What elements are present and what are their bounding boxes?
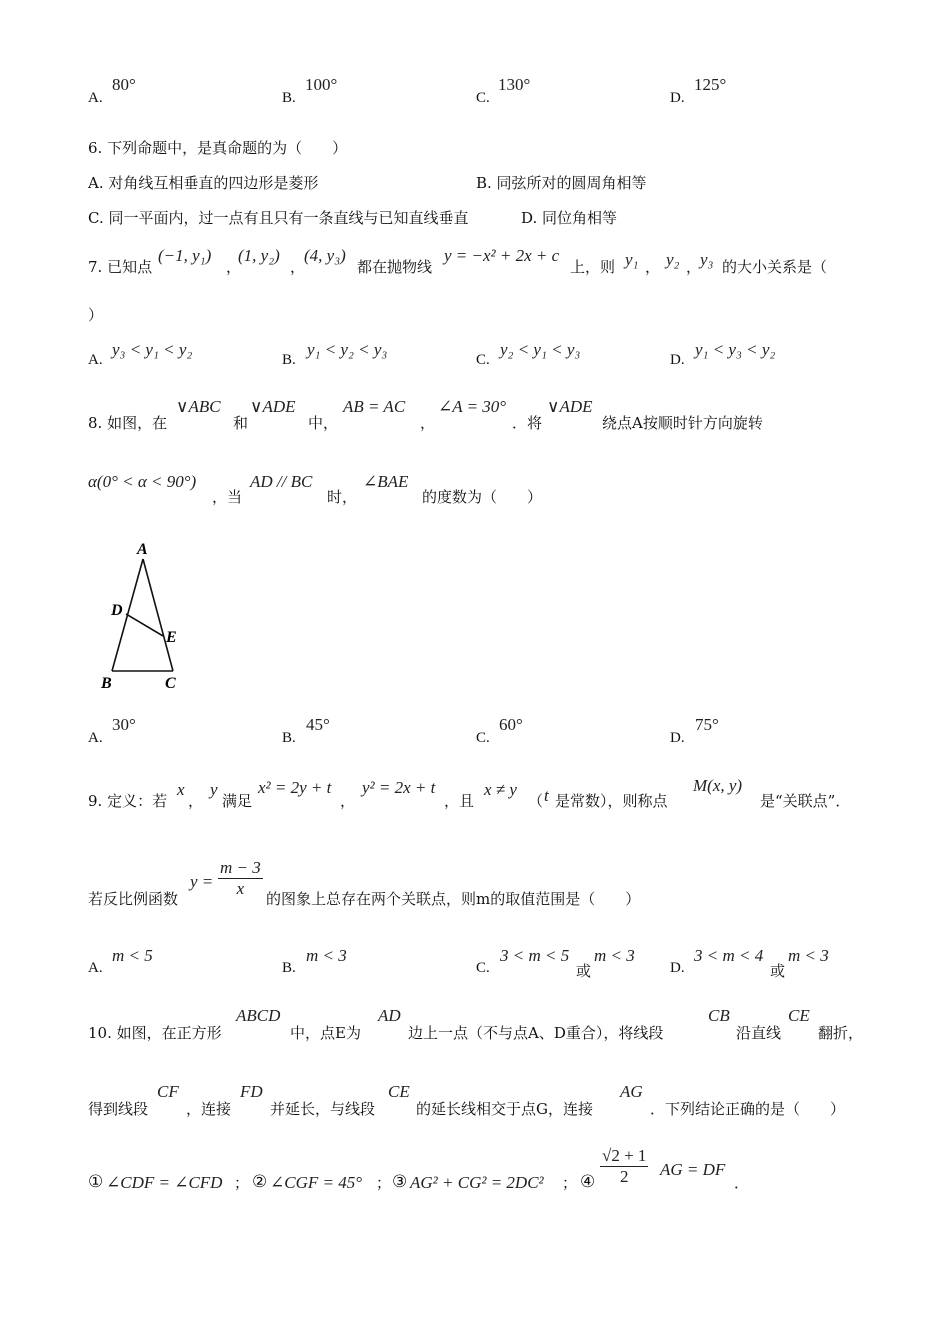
figure-segment-de [126, 614, 163, 636]
q9-func-denominator: x [236, 879, 245, 898]
q8-angle-bae: ∠BAE [363, 472, 409, 491]
q6-option-d: D. 同位角相等 [521, 209, 618, 227]
q10-line2-mid-2: 并延长，与线段 [270, 1100, 376, 1118]
q10-mid-4: 翻折， [818, 1024, 864, 1042]
q7-after: 上，则 [570, 258, 616, 276]
q7-tail: 的大小关系是（ [722, 258, 828, 276]
q6-option-c: C. 同一平面内，过一点有且只有一条直线与已知直线垂直 [88, 209, 469, 227]
q9-var-t: t [544, 786, 549, 805]
q7-option-b-value: y₁ < y₂ < y₃ [307, 340, 388, 359]
q8-triangle-figure [95, 536, 195, 694]
q8-option-c-value: 60° [499, 715, 523, 734]
q10-conclusion-1: ∠CDF = ∠CFD [106, 1173, 223, 1192]
q9-option-c-value-2: m < 3 [594, 946, 635, 965]
q10-line2-mid-3: 的延长线相交于点G，连接 [416, 1100, 593, 1118]
q9-option-c-label: C. [476, 960, 490, 976]
q10-line-ce: CE [788, 1006, 810, 1025]
q10-conclusion-4-denominator: 2 [619, 1167, 629, 1186]
q9-option-a-label: A. [88, 960, 103, 976]
q9-option-b-value: m < 3 [306, 946, 347, 965]
q7-point-1: (−1, y₁) [158, 246, 212, 265]
q7-var-y2: y₂ [666, 250, 680, 269]
q10-line2-tail: ．下列结论正确的是（ ） [650, 1100, 846, 1118]
q8-option-d-label: D. [670, 730, 685, 746]
q9-eq-2: y² = 2x + t [362, 778, 436, 797]
q8-triangle-ade: ∨ADE [250, 397, 296, 416]
q8-option-d-value: 75° [695, 715, 719, 734]
q10-end: ． [734, 1174, 750, 1192]
q10-mid-2: 边上一点（不与点A、D重合），将线段 [408, 1024, 664, 1042]
q9-satisfy: 满足 [222, 792, 253, 810]
q10-conclusion-3: AG² + CG² = 2DC² [410, 1173, 544, 1192]
q8-option-b-value: 45° [306, 715, 330, 734]
q8-eq-ab-ac: AB = AC [343, 397, 406, 416]
q8-comma: ， [420, 414, 436, 432]
q9-line2-prefix: 若反比例函数 [88, 890, 179, 908]
q9-option-d-value-2: m < 3 [788, 946, 829, 965]
q10-segment-fd: FD [240, 1082, 263, 1101]
q10-separator-3: ； [562, 1174, 578, 1192]
q10-separator-1: ； [234, 1174, 250, 1192]
q7-prefix: 7. 已知点 [88, 258, 153, 276]
q5-option-b-label: B. [282, 90, 296, 106]
q8-alpha-range: α(0° < α < 90°) [88, 472, 197, 491]
q9-option-d-or: 或 [770, 962, 786, 980]
q5-option-a-value: 80° [112, 75, 136, 94]
q7-option-a-label: A. [88, 352, 103, 368]
q9-option-c-value-1: 3 < m < 5 [500, 946, 570, 965]
q9-func-lhs: y = [190, 872, 214, 891]
q5-option-b-value: 100° [305, 75, 338, 94]
q7-comma-1: ， [226, 258, 242, 276]
q10-conclusion-3-mark: ③ [392, 1172, 408, 1192]
q8-option-a-value: 30° [112, 715, 136, 734]
q7-comma-4: ， [686, 258, 702, 276]
q9-line2-tail: 的图象上总存在两个关联点，则m的取值范围是（ ） [266, 890, 641, 908]
q5-option-d-label: D. [670, 90, 685, 106]
q10-conclusion-4-mark: ④ [580, 1172, 596, 1192]
q5-option-a-label: A. [88, 90, 103, 106]
q10-segment-ag: AG [620, 1082, 643, 1101]
q5-option-c-label: C. [476, 90, 490, 106]
q10-mid-3: 沿直线 [736, 1024, 782, 1042]
q8-option-a-label: A. [88, 730, 103, 746]
q10-conclusion-1-mark: ① [88, 1172, 104, 1192]
q8-option-b-label: B. [282, 730, 296, 746]
q9-neq: x ≠ y [484, 780, 517, 799]
q7-option-a-value: y₃ < y₁ < y₂ [112, 340, 193, 359]
q8-ask: 的度数为（ ） [422, 488, 543, 506]
q9-var-y: y [210, 780, 218, 799]
q9-const: 是常数），则称点 [555, 792, 668, 810]
q10-segment-ce: CE [388, 1082, 410, 1101]
q7-mid: 都在抛物线 [357, 258, 433, 276]
q5-option-d-value: 125° [694, 75, 727, 94]
q8-parallel: AD // BC [250, 472, 313, 491]
q7-comma-2: ， [290, 258, 306, 276]
q9-tail: 是“关联点”． [760, 792, 851, 810]
q7-point-3: (4, y₃) [304, 246, 346, 265]
q7-var-y1: y₁ [625, 250, 639, 269]
q9-option-c-or: 或 [576, 962, 592, 980]
q10-mid-1: 中，点E为 [290, 1024, 361, 1042]
q10-line2-prefix: 得到线段 [88, 1100, 149, 1118]
q7-option-d-value: y₁ < y₃ < y₂ [695, 340, 776, 359]
q6-stem: 6. 下列命题中，是真命题的为（ ） [88, 139, 348, 157]
q9-eq-1: x² = 2y + t [258, 778, 332, 797]
q9-point-m: M(x, y) [693, 776, 743, 795]
q10-conclusion-4: AG = DF [660, 1160, 726, 1179]
q8-angle-a: ∠A = 30° [438, 397, 507, 416]
q7-var-y3: y₃ [700, 250, 714, 269]
q9-and: ，且 [444, 792, 475, 810]
q6-option-b: B. 同弦所对的圆周角相等 [476, 174, 647, 192]
q10-conclusion-2: ∠CGF = 45° [270, 1173, 363, 1192]
q9-func-fraction [218, 858, 263, 899]
q5-option-c-value: 130° [498, 75, 531, 94]
figure-label-c: C [165, 675, 176, 692]
q8-rotate: 绕点A按顺时针方向旋转 [602, 414, 763, 432]
figure-side-ac [143, 559, 173, 671]
q9-option-b-label: B. [282, 960, 296, 976]
q10-line2-mid-1: ，连接 [186, 1100, 232, 1118]
q9-var-x: x [177, 780, 185, 799]
q7-comma-3: ， [645, 258, 661, 276]
q10-segment-cf: CF [157, 1082, 179, 1101]
q7-option-c-value: y₂ < y₁ < y₃ [500, 340, 581, 359]
q8-prefix: 8. 如图，在 [88, 414, 168, 432]
q9-option-d-label: D. [670, 960, 685, 976]
q8-when: ，当 [212, 488, 243, 506]
figure-label-d: D [111, 602, 123, 619]
q9-option-d-value-1: 3 < m < 4 [694, 946, 764, 965]
q10-segment-ad: AD [378, 1006, 401, 1025]
q7-close: ） [88, 306, 104, 324]
q7-parabola: y = −x² + 2x + c [444, 246, 560, 265]
q8-option-c-label: C. [476, 730, 490, 746]
figure-label-b: B [101, 675, 112, 692]
q10-conclusion-4-fraction [600, 1146, 648, 1187]
q9-comma-1: ， [188, 792, 204, 810]
q9-paren-open: （ [528, 792, 544, 810]
q8-triangle-ade-2: ∨ADE [547, 397, 593, 416]
figure-label-a: A [137, 541, 148, 558]
q10-separator-2: ； [376, 1174, 392, 1192]
q10-prefix: 10. 如图，在正方形 [88, 1024, 222, 1042]
q8-time: 时， [327, 488, 358, 506]
q9-prefix: 9. 定义：若 [88, 792, 168, 810]
q9-comma-2: ， [340, 792, 356, 810]
q10-segment-cb: CB [708, 1006, 730, 1025]
q10-conclusion-2-mark: ② [252, 1172, 268, 1192]
q7-option-d-label: D. [670, 352, 685, 368]
q7-option-c-label: C. [476, 352, 490, 368]
q10-square-abcd: ABCD [236, 1006, 281, 1025]
q9-option-a-value: m < 5 [112, 946, 153, 965]
q6-option-a: A. 对角线互相垂直的四边形是菱形 [88, 174, 319, 192]
q8-in: 中， [308, 414, 339, 432]
figure-label-e: E [166, 629, 177, 646]
q8-and: 和 [233, 414, 249, 432]
q8-turn: ．将 [512, 414, 543, 432]
q10-conclusion-4-numerator: √2 + 1 [602, 1146, 647, 1165]
q7-point-2: (1, y₂) [238, 246, 280, 265]
q8-triangle-abc: ∨ABC [176, 397, 221, 416]
q7-option-b-label: B. [282, 352, 296, 368]
q9-func-numerator: m − 3 [220, 858, 261, 877]
